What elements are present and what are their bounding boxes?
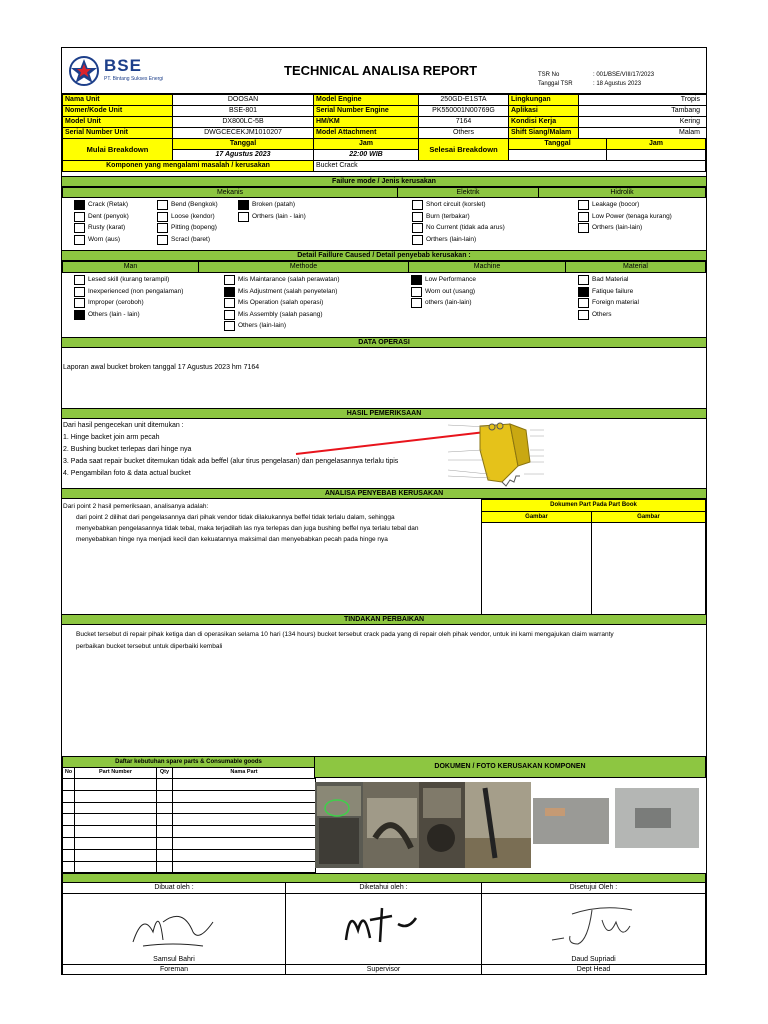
diketahui-label: Diketahui oleh : [285,882,482,894]
tindakan-line: Bucket tersebut di repair pihak ketiga dan di operasikan selama 10 hari (134 hours) bucket tersebut crack pada yang di repair oleh pihak vendor, untuk ini kami mengajukan claim warranty [76,631,614,638]
info-value: BSE-801 [172,105,314,117]
info-label: Shift Siang/Malam [508,127,579,139]
checkbox[interactable] [412,200,423,210]
tsr-date-label: Tanggal TSR [538,81,573,87]
methode-header: Methode [198,261,409,273]
checkbox-label: Orthers (lain-lain) [426,235,477,243]
checkbox[interactable] [74,275,85,285]
info-value: PK550001N00769G [418,105,509,117]
checkbox[interactable] [578,310,589,320]
checkbox[interactable] [238,212,249,222]
tsr-date-value: : 18 Agustus 2023 [593,81,642,87]
info-value: DX800LC-5B [172,116,314,128]
info-label: Serial Number Engine [313,105,419,117]
data-operasi-text: Laporan awal bucket broken tanggal 17 Agustus 2023 hm 7164 [63,364,260,371]
checkbox[interactable] [412,235,423,245]
report-form [61,47,707,975]
info-label: Nama Unit [62,94,173,106]
signer-name-3: Daud Supriadi [571,956,616,963]
info-label: Lingkungan [508,94,579,106]
checkbox-label: Mis Assembly (salah pasang) [238,310,323,318]
checkbox[interactable] [578,223,589,233]
checkbox[interactable] [224,275,235,285]
bucket-diagram [444,420,572,488]
checkbox[interactable] [238,200,249,210]
info-label: Model Engine [313,94,419,106]
tsr-no-value: : 001/BSE/VIII/17/2023 [593,72,655,78]
selesai-breakdown-label: Selesai Breakdown [418,138,509,161]
elektrik-header: Elektrik [397,187,539,198]
checkbox[interactable] [74,223,85,233]
gambar-cell-1 [481,522,592,615]
checkbox-label: Bad Material [592,276,629,283]
spare-col-header: Qty [156,767,173,779]
signer-role-1: Foreman [62,964,286,975]
data-operasi-header: DATA OPERASI [62,337,706,348]
man-header: Man [62,261,199,273]
hasil-item: 2. Bushing bucket terlepas dari hinge nya [63,446,192,453]
tanggal-value: 17 Agustus 2023 [172,149,314,161]
checkbox-label: Mis Maintarance (salah perawatan) [238,276,340,283]
checkbox[interactable] [578,212,589,222]
info-value: DWGCECEKJM1010207 [172,127,314,139]
logo-company: PT. Bintang Sukses Energi [104,76,164,82]
checkbox-label: Inexperienced (non pengalaman) [88,287,184,295]
analisa-line: menyebabkan pengelasannya tidak tebal, maka terjadilah las nya terlepas dan juga bushing beffel nya terlalu tebal dan [76,525,419,532]
unit-info-table [62,93,706,177]
analisa-line: menyebabkan hinge nya menjadi kecil dan kekuatannya maksimal dan menyebabkan pecah pada hinge nya [76,536,388,543]
checkbox[interactable] [157,212,168,222]
komponen-value: Bucket Crack [313,160,706,172]
spare-cell [172,861,316,874]
checkbox-label: Leakage (bocor) [592,201,640,208]
detail-failure-checklist [62,273,706,337]
tindakan-line: perbaikan bucket tersebut untuk diperbaiki kembali [76,643,223,650]
detail-failure-header: Detail Faillure Caused / Detail penyebab kerusakan : [62,250,706,261]
info-label: HM/KM [313,116,419,128]
spare-col-header: Part Number [74,767,157,779]
checkbox-label: Worn (aus) [88,235,121,243]
signature-1 [123,902,223,952]
checkbox-label: Lesed skill (kurang terampil) [88,276,170,283]
checkbox-label: Improper (ceroboh) [88,299,144,306]
selesai-jam-label: Jam [606,138,706,150]
checkbox[interactable] [74,310,85,320]
dokumen-foto-header: DOKUMEN / FOTO KERUSAKAN KOMPONEN [314,756,706,778]
checkbox-label: Crack (Retak) [88,201,129,208]
info-value: Others [418,127,509,139]
checkbox-label: Pitting (bopeng) [171,224,217,231]
gambar-header-1: Gambar [481,511,592,523]
hasil-item: 4. Pengambilan foto & data actual bucket [63,470,191,477]
checkbox-label: No Current (tidak ada arus) [426,224,505,231]
info-value: Kering [578,116,707,128]
mekanis-header: Mekanis [62,187,398,198]
hidrolik-header: Hidrolik [538,187,706,198]
info-value: 7164 [418,116,509,128]
checkbox[interactable] [157,235,168,245]
info-value: Malam [578,127,707,139]
checkbox-label: Dent (penyok) [88,212,129,220]
spare-parts-header: Daftar kebutuhan spare parts & Consumable goods [62,756,315,768]
checkbox[interactable] [411,275,422,285]
dokumen-part-header: Dokumen Part Pada Part Book [481,499,706,512]
info-value: 250GD-E1STA [418,94,509,106]
signer-role-3: Dept Head [481,964,706,975]
tsr-no-label: TSR No [538,72,560,78]
spare-col-header: No [62,767,75,779]
info-label: Model Unit [62,116,173,128]
spare-cell [74,861,157,874]
checkbox[interactable] [224,321,235,331]
gambar-header-2: Gambar [591,511,706,523]
tanggal-label: Tanggal [172,138,314,150]
analisa-line: Dari point 2 hasil pemeriksaan, analisanya adalah: [63,503,209,510]
machine-header: Machine [408,261,566,273]
checkbox[interactable] [74,212,85,222]
info-value: Tambang [578,105,707,117]
damage-photos [315,778,705,873]
analisa-line: dari point 2 dilihat dari pengelasannya dari pihak vendor tidak dilakukannya beffel tidak terlalu dalam, sehingga [76,514,395,521]
gambar-cell-2 [591,522,706,615]
info-label: Kondisi Kerja [508,116,579,128]
checkbox-label: Low Power (tenaga kurang) [592,212,672,220]
jam-label: Jam [313,138,419,150]
checkbox-label: Scracl (baret) [171,235,211,243]
checkbox-label: Low Performance [425,276,476,283]
signature-box-2 [285,893,482,965]
checkbox-label: Burn (terbakar) [426,212,470,220]
checkbox-label: Others (lain - lain) [88,310,140,318]
failure-mode-checklist [62,198,706,250]
material-header: Material [565,261,706,273]
checkbox-label: Orthers (lain - lain) [252,212,306,220]
checkbox[interactable] [578,275,589,285]
info-label: Serial Number Unit [62,127,173,139]
checkbox-label: Bend (Bengkok) [171,201,218,208]
checkbox-label: Mis Operation (salah operasi) [238,299,324,306]
checkbox-label: Foreign material [592,299,639,306]
checkbox-label: Broken (patah) [252,201,295,208]
checkbox-label: Mis Adjustment (salah penyetelan) [238,287,338,295]
checkbox[interactable] [412,223,423,233]
hasil-item: 3. Pada saat repair bucket ditemukan tidak ada beffel (alur tirus pengelasan) dan pengelasannya terlalu tipis [63,458,399,465]
checkbox[interactable] [411,298,422,308]
signer-role-2: Supervisor [285,964,482,975]
checkbox[interactable] [157,200,168,210]
hasil-intro: Dari hasil pengecekan unit ditemukan : [63,422,184,429]
checkbox[interactable] [74,200,85,210]
checkbox-label: Fatique failure [592,287,634,295]
info-label: Model Attachment [313,127,419,139]
signature-box-1 [62,893,286,965]
checkbox[interactable] [412,212,423,222]
checkbox[interactable] [224,310,235,320]
failure-mode-header: Failure mode / Jenis kerusakan [62,176,706,187]
signature-3 [542,900,652,950]
mulai-breakdown-label: Mulai Breakdown [62,138,173,161]
signature-2 [336,900,436,950]
checkbox-label: Orthers (lain-lain) [592,224,643,231]
hasil-header: HASIL PEMERIKSAAN [62,408,706,419]
checkbox-label: Rusty (karat) [88,224,126,231]
checkbox[interactable] [74,235,85,245]
checkbox-label: Worn out (usang) [425,287,476,295]
jam-value: 22:00 WIB [313,149,419,161]
analisa-header: ANALISA PENYEBAB KERUSAKAN [62,488,706,499]
checkbox-label: Others [592,310,612,318]
logo-brand: BSE [104,56,142,75]
signature-box-3 [481,893,706,965]
info-value: DOOSAN [172,94,314,106]
checkbox[interactable] [224,287,235,297]
checkbox[interactable] [578,298,589,308]
hasil-item: 1. Hinge backet join arm pecah [63,434,160,441]
dibuat-label: Dibuat oleh : [62,882,286,894]
checkbox-label: others (lain-lain) [425,299,472,306]
spare-col-header: Nama Part [172,767,316,779]
selesai-tanggal-label: Tanggal [508,138,607,150]
info-label: Nomer/Kode Unit [62,105,173,117]
page-title: TECHNICAL ANALISA REPORT [284,63,478,78]
checkbox[interactable] [578,200,589,210]
checkbox[interactable] [411,287,422,297]
checkbox[interactable] [157,223,168,233]
signer-name-1: Samsul Bahri [153,956,195,963]
disetujui-label: Disetujui Oleh : [481,882,706,894]
tindakan-header: TINDAKAN PERBAIKAN [62,614,706,625]
checkbox-label: Short circuit (korslet) [426,201,486,208]
checkbox-label: Others (lain-lain) [238,322,287,329]
spare-parts-table [62,767,315,873]
checkbox[interactable] [224,298,235,308]
komponen-label: Komponen yang mengalami masalah / kerusakan [62,160,314,172]
checkbox-label: Loose (kendor) [171,212,215,220]
info-label: Aplikasi [508,105,579,117]
checkbox[interactable] [578,287,589,297]
checkbox[interactable] [74,287,85,297]
spare-cell [156,861,173,874]
info-value: Tropis [578,94,707,106]
checkbox[interactable] [74,298,85,308]
